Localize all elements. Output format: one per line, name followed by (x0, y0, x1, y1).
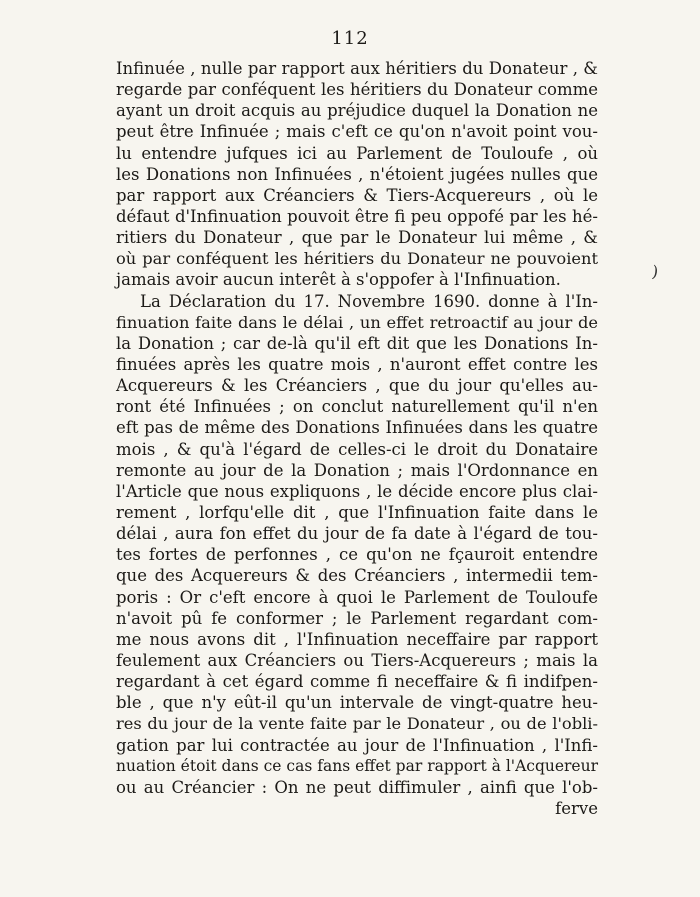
text-line: feulement aux Créanciers ou Tiers-Acquereurs ; mais la (116, 650, 598, 670)
body-text (116, 58, 598, 819)
text-line: ayant un droit acquis au préjudice duquel la Donation ne (116, 101, 598, 121)
paragraph-start-line: La Déclaration du 17. Novembre 1690. donne à l'In- (140, 291, 598, 311)
text-line: ble , que n'y eût-il qu'un intervale de vingt-quatre heu- (116, 693, 598, 713)
text-line: mois , & qu'à l'égard de celles-ci le droit du Donataire (116, 439, 598, 459)
text-line: regarde par conféquent les héritiers du Donateur comme (116, 80, 598, 100)
text-line: poris : Or c'eft encore à quoi le Parlement de Touloufe (116, 587, 598, 607)
text-line: res du jour de la vente faite par le Donateur , ou de l'obli- (116, 714, 598, 734)
text-line: finuées après les quatre mois , n'auront effet contre les (116, 354, 598, 374)
text-line: me nous avons dit , l'Infinuation neceffaire par rapport (116, 629, 598, 649)
text-line: regardant à cet égard comme fi neceffaire & fi indifpen- (116, 672, 598, 692)
page-number: 112 (331, 28, 369, 49)
text-line: lu entendre jufques ici au Parlement de Touloufe , où (116, 143, 598, 163)
text-line: ou au Créancier : On ne peut diffimuler , ainfi que l'ob- (116, 777, 598, 797)
text-line: eft pas de même des Donations Infinuées dans les quatre (116, 418, 598, 438)
catchword: ferve (555, 798, 598, 818)
text-line: gation par lui contractée au jour de l'Infinuation , l'Infi- (116, 735, 598, 755)
text-line: délai , aura fon effet du jour de fa date à l'égard de tou- (116, 524, 598, 544)
text-line: ront été Infinuées ; on conclut naturellement qu'il n'en (116, 397, 598, 417)
text-line: par rapport aux Créanciers & Tiers-Acquereurs , où le (116, 185, 598, 205)
text-line: défaut d'Infinuation pouvoit être fi peu oppofé par les hé- (116, 206, 598, 226)
text-line: remonte au jour de la Donation ; mais l'Ordonnance en (116, 460, 598, 480)
text-line: rement , lorfqu'elle dit , que l'Infinuation faite dans le (116, 502, 598, 522)
text-line: Infinuée , nulle par rapport aux héritiers du Donateur , & (116, 59, 598, 78)
text-line: finuation faite dans le délai , un effet retroactif au jour de (116, 312, 598, 332)
text-line: les Donations non Infinuées , n'étoient jugées nulles que (116, 164, 598, 184)
text-line: où par conféquent les héritiers du Donateur ne pouvoient (116, 249, 598, 269)
text-line: tes fortes de perfonnes , ce qu'on ne fçauroit entendre (116, 545, 598, 565)
text-line: Acquereurs & les Créanciers , que du jour qu'elles au- (116, 376, 598, 396)
text-line: nuation étoit dans ce cas fans effet par rapport à l'Acquereur (116, 756, 598, 775)
text-line: jamais avoir aucun interêt à s'oppofer à l'Infinuation. (116, 270, 561, 290)
text-line: l'Article que nous expliquons , le décide encore plus clai- (116, 481, 598, 501)
text-line: ritiers du Donateur , que par le Donateur lui même , & (116, 228, 598, 248)
text-line: que des Acquereurs & des Créanciers , intermedii tem- (116, 566, 598, 586)
text-line: peut être Infinuée ; mais c'eft ce qu'on n'avoit point vou- (116, 122, 598, 142)
text-line: n'avoit pû fe conformer ; le Parlement regardant com- (116, 608, 598, 628)
text-line: la Donation ; car de-là qu'il eft dit que les Donations In- (116, 333, 598, 353)
margin-mark: ) (650, 261, 660, 282)
